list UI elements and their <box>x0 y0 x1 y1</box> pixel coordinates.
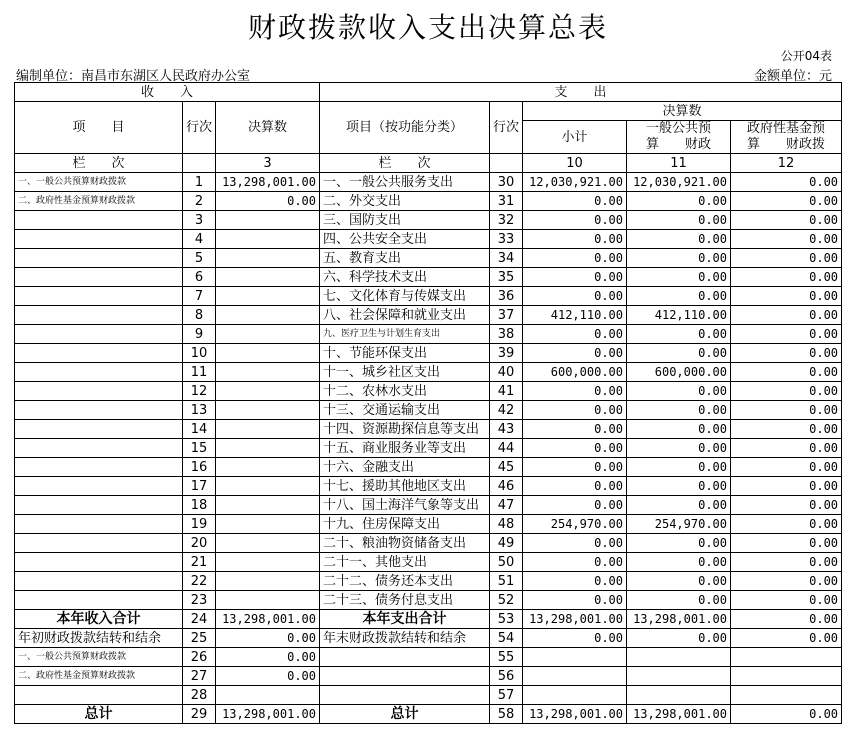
income-item <box>15 230 183 249</box>
income-item <box>15 287 183 306</box>
income-row-no: 19 <box>183 515 216 534</box>
expense-general-budget: 0.00 <box>627 458 731 477</box>
income-item <box>15 401 183 420</box>
expense-general-budget: 0.00 <box>627 477 731 496</box>
income-row-no: 11 <box>183 363 216 382</box>
money-unit: 金额单位：元 <box>753 69 832 84</box>
expense-item: 二、外交支出 <box>320 192 490 211</box>
expense-item: 十九、住房保障支出 <box>320 515 490 534</box>
expense-gov-fund: 0.00 <box>731 230 842 249</box>
expense-subtotal: 412,110.00 <box>523 306 627 325</box>
table-row <box>15 401 842 420</box>
table-row <box>15 629 842 648</box>
table-row <box>15 325 842 344</box>
expense-item: 十四、资源勘探信息等支出 <box>320 420 490 439</box>
expense-item: 八、社会保障和就业支出 <box>320 306 490 325</box>
income-item: 总计 <box>15 705 183 724</box>
income-amount: 13,298,001.00 <box>216 173 320 192</box>
income-item <box>15 534 183 553</box>
income-row-no: 27 <box>183 667 216 686</box>
income-item <box>15 572 183 591</box>
expense-row-no: 50 <box>490 553 523 572</box>
expense-subtotal: 0.00 <box>523 496 627 515</box>
expense-general-budget <box>627 667 731 686</box>
income-item <box>15 591 183 610</box>
expense-gov-fund: 0.00 <box>731 629 842 648</box>
income-amount <box>216 344 320 363</box>
income-item: 一、一般公共预算财政拨款 <box>15 173 183 192</box>
expense-gov-fund: 0.00 <box>731 420 842 439</box>
income-row-no: 22 <box>183 572 216 591</box>
income-amount <box>216 553 320 572</box>
table-row <box>15 648 842 667</box>
expense-item <box>320 648 490 667</box>
final-amount2-header: 决算数 <box>523 102 842 121</box>
expense-item: 二十三、债务付息支出 <box>320 591 490 610</box>
expense-row-no: 31 <box>490 192 523 211</box>
expense-subtotal: 0.00 <box>523 458 627 477</box>
income-item <box>15 325 183 344</box>
expense-row-no: 32 <box>490 211 523 230</box>
expense-item: 十二、农林水支出 <box>320 382 490 401</box>
table-row <box>15 686 842 705</box>
expense-item: 十、节能环保支出 <box>320 344 490 363</box>
expense-gov-fund: 0.00 <box>731 591 842 610</box>
income-amount <box>216 268 320 287</box>
income-amount <box>216 325 320 344</box>
expense-gov-fund: 0.00 <box>731 610 842 629</box>
item-header: 项 目 <box>15 102 183 154</box>
expense-gov-fund: 0.00 <box>731 401 842 420</box>
expense-general-budget: 0.00 <box>627 420 731 439</box>
expense-subtotal: 0.00 <box>523 553 627 572</box>
income-item: 二、政府性基金预算财政拨款 <box>15 192 183 211</box>
expense-general-budget: 0.00 <box>627 192 731 211</box>
expense-subtotal: 13,298,001.00 <box>523 705 627 724</box>
expense-general-budget: 412,110.00 <box>627 306 731 325</box>
income-row-no: 21 <box>183 553 216 572</box>
expense-subtotal: 254,970.00 <box>523 515 627 534</box>
expense-subtotal: 0.00 <box>523 477 627 496</box>
expense-row-no: 43 <box>490 420 523 439</box>
expense-subtotal: 0.00 <box>523 211 627 230</box>
expense-item: 十五、商业服务业等支出 <box>320 439 490 458</box>
income-row-no: 20 <box>183 534 216 553</box>
expense-row-no: 34 <box>490 249 523 268</box>
expense-row-no: 46 <box>490 477 523 496</box>
expense-gov-fund: 0.00 <box>731 325 842 344</box>
expense-item: 九、医疗卫生与计划生育支出 <box>320 325 490 344</box>
income-header: 收 入 <box>15 83 320 102</box>
expense-subtotal: 0.00 <box>523 230 627 249</box>
expense-row-no: 39 <box>490 344 523 363</box>
expense-row-no: 40 <box>490 363 523 382</box>
expense-general-budget: 0.00 <box>627 553 731 572</box>
income-row-no: 23 <box>183 591 216 610</box>
expense-subtotal: 0.00 <box>523 325 627 344</box>
org-label: 编制单位：南昌市东湖区人民政府办公室 <box>16 69 251 84</box>
expense-row-no: 49 <box>490 534 523 553</box>
table-row <box>15 306 842 325</box>
table-row <box>15 268 842 287</box>
income-amount <box>216 477 320 496</box>
expense-gov-fund: 0.00 <box>731 306 842 325</box>
table-row <box>15 382 842 401</box>
income-amount <box>216 496 320 515</box>
expense-item: 十三、交通运输支出 <box>320 401 490 420</box>
final-amount-header: 决算数 <box>216 102 320 154</box>
income-item: 二、政府性基金预算财政拨款 <box>15 667 183 686</box>
table-row <box>15 249 842 268</box>
table-row <box>15 515 842 534</box>
expense-item: 五、教育支出 <box>320 249 490 268</box>
expense-gov-fund: 0.00 <box>731 382 842 401</box>
income-item <box>15 249 183 268</box>
income-amount <box>216 420 320 439</box>
income-item <box>15 420 183 439</box>
table-row <box>15 363 842 382</box>
expense-general-budget: 0.00 <box>627 249 731 268</box>
expense-general-budget: 0.00 <box>627 230 731 249</box>
expense-subtotal <box>523 667 627 686</box>
table-row <box>15 496 842 515</box>
expense-subtotal: 0.00 <box>523 439 627 458</box>
expense-item: 本年支出合计 <box>320 610 490 629</box>
table-row <box>15 439 842 458</box>
income-item <box>15 382 183 401</box>
expense-general-budget: 0.00 <box>627 496 731 515</box>
expense-subtotal: 0.00 <box>523 572 627 591</box>
expense-subtotal: 0.00 <box>523 591 627 610</box>
income-item <box>15 515 183 534</box>
table-row <box>15 192 842 211</box>
table-row <box>15 287 842 306</box>
row-no2-header: 行次 <box>490 102 523 154</box>
income-row-no: 25 <box>183 629 216 648</box>
expense-general-budget: 600,000.00 <box>627 363 731 382</box>
table-row <box>15 344 842 363</box>
income-item: 一、一般公共预算财政拨款 <box>15 648 183 667</box>
expense-general-budget: 0.00 <box>627 287 731 306</box>
expense-general-budget: 0.00 <box>627 268 731 287</box>
expense-gov-fund: 0.00 <box>731 192 842 211</box>
income-amount <box>216 439 320 458</box>
expense-subtotal: 0.00 <box>523 249 627 268</box>
income-row-no: 13 <box>183 401 216 420</box>
expense-gov-fund <box>731 648 842 667</box>
expense-row-no: 58 <box>490 705 523 724</box>
expense-item: 二十二、债务还本支出 <box>320 572 490 591</box>
table-row <box>15 211 842 230</box>
expense-row-no: 35 <box>490 268 523 287</box>
expense-row-no: 44 <box>490 439 523 458</box>
expense-general-budget: 0.00 <box>627 534 731 553</box>
table-row <box>15 477 842 496</box>
expense-gov-fund: 0.00 <box>731 211 842 230</box>
income-amount <box>216 515 320 534</box>
expense-gov-fund <box>731 667 842 686</box>
expense-item: 一、一般公共服务支出 <box>320 173 490 192</box>
form-code: 公开04表 <box>780 49 832 63</box>
expense-general-budget: 0.00 <box>627 344 731 363</box>
col-no-3: 3 <box>216 154 320 173</box>
expense-item <box>320 667 490 686</box>
income-amount: 0.00 <box>216 667 320 686</box>
expense-gov-fund: 0.00 <box>731 458 842 477</box>
income-item <box>15 477 183 496</box>
subtotal-header: 小计 <box>523 121 627 154</box>
expense-row-no: 36 <box>490 287 523 306</box>
expense-general-budget: 0.00 <box>627 439 731 458</box>
expense-subtotal: 0.00 <box>523 268 627 287</box>
expense-subtotal: 13,298,001.00 <box>523 610 627 629</box>
table-row <box>15 420 842 439</box>
expense-gov-fund: 0.00 <box>731 534 842 553</box>
income-row-no: 10 <box>183 344 216 363</box>
income-amount <box>216 401 320 420</box>
income-row-no: 26 <box>183 648 216 667</box>
expense-row-no: 30 <box>490 173 523 192</box>
expense-subtotal: 0.00 <box>523 382 627 401</box>
income-row-no: 15 <box>183 439 216 458</box>
expense-row-no: 42 <box>490 401 523 420</box>
table-row <box>15 230 842 249</box>
table-row <box>15 458 842 477</box>
expense-item <box>320 686 490 705</box>
income-item <box>15 363 183 382</box>
expense-subtotal <box>523 686 627 705</box>
col-label-left: 栏 次 <box>15 154 183 173</box>
income-row-no: 2 <box>183 192 216 211</box>
income-item: 年初财政拨款结转和结余 <box>15 629 183 648</box>
income-item <box>15 439 183 458</box>
table-row <box>15 572 842 591</box>
income-row-no: 5 <box>183 249 216 268</box>
col-label-right: 栏 次 <box>320 154 490 173</box>
income-row-no: 8 <box>183 306 216 325</box>
expense-general-budget: 0.00 <box>627 591 731 610</box>
expense-general-budget: 12,030,921.00 <box>627 173 731 192</box>
expense-row-no: 54 <box>490 629 523 648</box>
expense-gov-fund: 0.00 <box>731 477 842 496</box>
expense-gov-fund: 0.00 <box>731 705 842 724</box>
col-no-11: 11 <box>627 154 731 173</box>
income-row-no: 1 <box>183 173 216 192</box>
expense-general-budget: 0.00 <box>627 211 731 230</box>
income-amount <box>216 287 320 306</box>
income-amount <box>216 211 320 230</box>
table-row <box>15 534 842 553</box>
expense-item: 二十、粮油物资储备支出 <box>320 534 490 553</box>
expense-subtotal: 0.00 <box>523 344 627 363</box>
expense-row-no: 45 <box>490 458 523 477</box>
expense-row-no: 37 <box>490 306 523 325</box>
expense-gov-fund: 0.00 <box>731 344 842 363</box>
table-row <box>15 705 842 724</box>
expense-gov-fund: 0.00 <box>731 363 842 382</box>
expense-row-no: 41 <box>490 382 523 401</box>
expense-row-no: 52 <box>490 591 523 610</box>
expense-gov-fund: 0.00 <box>731 249 842 268</box>
expense-header: 支 出 <box>320 83 842 102</box>
expense-gov-fund: 0.00 <box>731 553 842 572</box>
expense-item: 年末财政拨款结转和结余 <box>320 629 490 648</box>
expense-gov-fund: 0.00 <box>731 173 842 192</box>
income-row-no: 4 <box>183 230 216 249</box>
income-row-no: 14 <box>183 420 216 439</box>
income-amount: 13,298,001.00 <box>216 705 320 724</box>
expense-item: 六、科学技术支出 <box>320 268 490 287</box>
income-row-no: 12 <box>183 382 216 401</box>
expense-gov-fund: 0.00 <box>731 287 842 306</box>
report-title: 财政拨款收入支出决算总表 <box>247 11 608 44</box>
expense-gov-fund: 0.00 <box>731 439 842 458</box>
expense-item: 三、国防支出 <box>320 211 490 230</box>
expense-row-no: 38 <box>490 325 523 344</box>
expense-subtotal: 12,030,921.00 <box>523 173 627 192</box>
table-row <box>15 667 842 686</box>
income-row-no: 9 <box>183 325 216 344</box>
income-item <box>15 268 183 287</box>
income-amount <box>216 534 320 553</box>
expense-general-budget: 0.00 <box>627 325 731 344</box>
expense-gov-fund <box>731 686 842 705</box>
income-row-no: 28 <box>183 686 216 705</box>
expense-subtotal <box>523 648 627 667</box>
income-item <box>15 211 183 230</box>
expense-general-budget: 254,970.00 <box>627 515 731 534</box>
expense-item: 十八、国土海洋气象等支出 <box>320 496 490 515</box>
income-amount: 0.00 <box>216 648 320 667</box>
col-no-10: 10 <box>523 154 627 173</box>
expense-general-budget: 13,298,001.00 <box>627 705 731 724</box>
expense-subtotal: 0.00 <box>523 287 627 306</box>
expense-row-no: 56 <box>490 667 523 686</box>
expense-gov-fund: 0.00 <box>731 496 842 515</box>
income-amount <box>216 230 320 249</box>
income-amount <box>216 382 320 401</box>
expense-item: 十六、金融支出 <box>320 458 490 477</box>
expense-item: 总计 <box>320 705 490 724</box>
income-item <box>15 496 183 515</box>
expense-row-no: 57 <box>490 686 523 705</box>
income-row-no: 16 <box>183 458 216 477</box>
expense-general-budget: 0.00 <box>627 629 731 648</box>
income-amount: 13,298,001.00 <box>216 610 320 629</box>
expense-gov-fund: 0.00 <box>731 572 842 591</box>
expense-gov-fund: 0.00 <box>731 268 842 287</box>
income-amount: 0.00 <box>216 192 320 211</box>
income-item <box>15 344 183 363</box>
expense-row-no: 48 <box>490 515 523 534</box>
budget-table <box>14 82 842 724</box>
expense-general-budget <box>627 648 731 667</box>
expense-row-no: 55 <box>490 648 523 667</box>
income-row-no: 17 <box>183 477 216 496</box>
expense-row-no: 33 <box>490 230 523 249</box>
expense-item: 七、文化体育与传媒支出 <box>320 287 490 306</box>
expense-subtotal: 0.00 <box>523 420 627 439</box>
expense-item: 四、公共安全支出 <box>320 230 490 249</box>
expense-subtotal: 0.00 <box>523 534 627 553</box>
expense-general-budget: 0.00 <box>627 572 731 591</box>
expense-subtotal: 0.00 <box>523 401 627 420</box>
table-row <box>15 173 842 192</box>
income-item: 本年收入合计 <box>15 610 183 629</box>
income-row-no: 6 <box>183 268 216 287</box>
income-item <box>15 306 183 325</box>
income-row-no: 18 <box>183 496 216 515</box>
table-row <box>15 591 842 610</box>
income-amount <box>216 306 320 325</box>
income-amount <box>216 686 320 705</box>
expense-general-budget: 0.00 <box>627 382 731 401</box>
income-row-no: 7 <box>183 287 216 306</box>
expense-subtotal: 0.00 <box>523 629 627 648</box>
expense-gov-fund: 0.00 <box>731 515 842 534</box>
expense-subtotal: 600,000.00 <box>523 363 627 382</box>
expense-item: 十七、援助其他地区支出 <box>320 477 490 496</box>
expense-row-no: 51 <box>490 572 523 591</box>
table-row <box>15 610 842 629</box>
func-item-header: 项目（按功能分类） <box>320 102 490 154</box>
income-row-no: 24 <box>183 610 216 629</box>
expense-general-budget: 0.00 <box>627 401 731 420</box>
income-row-no: 3 <box>183 211 216 230</box>
expense-subtotal: 0.00 <box>523 192 627 211</box>
gov-fund-header: 政府性基金预 算 财政拨 <box>731 121 842 154</box>
col-no-12: 12 <box>731 154 842 173</box>
income-amount <box>216 363 320 382</box>
expense-item: 二十一、其他支出 <box>320 553 490 572</box>
expense-row-no: 53 <box>490 610 523 629</box>
expense-general-budget: 13,298,001.00 <box>627 610 731 629</box>
income-amount <box>216 572 320 591</box>
income-item <box>15 553 183 572</box>
income-item <box>15 458 183 477</box>
income-amount: 0.00 <box>216 629 320 648</box>
row-no-header: 行次 <box>183 102 216 154</box>
income-row-no: 29 <box>183 705 216 724</box>
table-row <box>15 553 842 572</box>
expense-row-no: 47 <box>490 496 523 515</box>
expense-item: 十一、城乡社区支出 <box>320 363 490 382</box>
expense-general-budget <box>627 686 731 705</box>
general-budget-header: 一般公共预 算 财政 <box>627 121 731 154</box>
income-item <box>15 686 183 705</box>
income-amount <box>216 458 320 477</box>
income-amount <box>216 249 320 268</box>
income-amount <box>216 591 320 610</box>
